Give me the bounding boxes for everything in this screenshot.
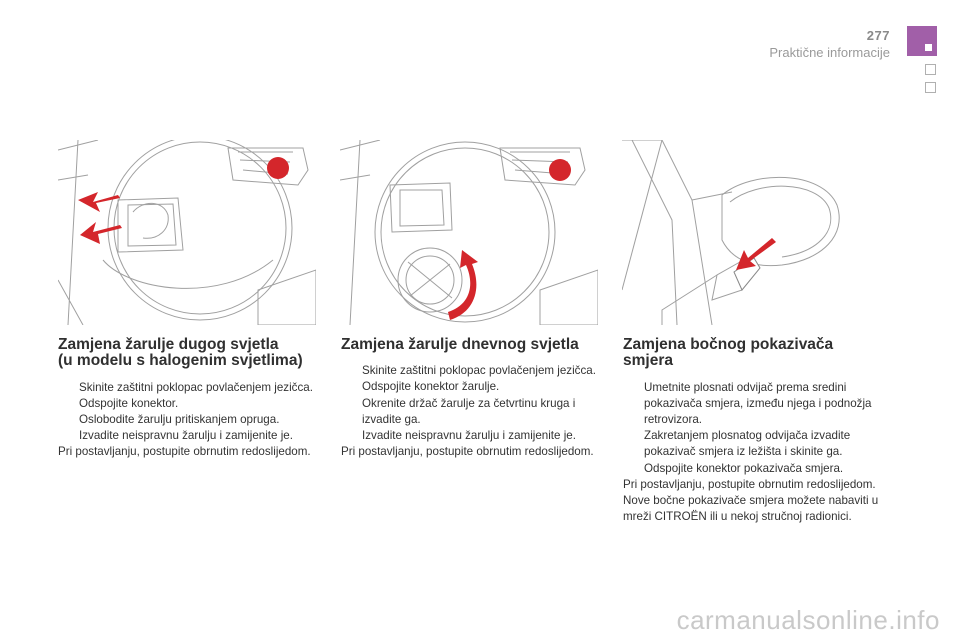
list-item: Odspojite konektor pokazivača smjera. (644, 461, 844, 475)
illustration-daytime-light (340, 140, 598, 325)
note: Pri postavljanju, postupite obrnutim redoslijedom. (58, 445, 311, 459)
watermark: carmanualsonline.info (676, 605, 940, 635)
illustration-side-indicator (622, 140, 882, 325)
list-item: Odspojite konektor žarulje. (362, 380, 500, 394)
column-daytime-light (341, 337, 606, 460)
list-item: Okrenite držač žarulje za četvrtinu kruga i izvadite ga. (362, 396, 576, 426)
note: Pri postavljanju, postupite obrnutim redoslijedom. (623, 477, 876, 491)
list-item: Zakretanjem plosnatog odvijača izvadite pokazivač smjera iz ležišta i skinite ga. (644, 429, 851, 459)
tab-outline-1 (925, 64, 936, 75)
column-title: Zamjena žarulje dugog svjetla (u modelu s halogenim svjetlima) (58, 336, 303, 370)
arrow-left-icon-2 (80, 222, 122, 244)
note: Pri postavljanju, postupite obrnutim redoslijedom. (341, 445, 594, 459)
tab-square-icon (925, 44, 932, 51)
page-number: 277 (866, 28, 890, 43)
column-title: Zamjena žarulje dnevnog svjetla (341, 336, 579, 353)
side-indicator-diagram (622, 140, 882, 325)
high-beam-diagram (58, 140, 316, 325)
list-item: Oslobodite žarulju pritiskanjem opruga. (79, 412, 280, 426)
list-item: Skinite zaštitni poklopac povlačenjem jezičca. (362, 364, 596, 378)
step-list (58, 380, 323, 445)
daytime-light-diagram (340, 140, 598, 325)
red-dot-icon-2 (549, 159, 571, 181)
column-high-beam (58, 337, 323, 461)
column-title: Zamjena bočnog pokazivača smjera (623, 336, 834, 370)
step-list (341, 363, 606, 444)
note: Nove bočne pokazivače smjera možete nabaviti u mreži CITROËN ili u nekoj stručnoj radionici. (623, 493, 879, 524)
tab-outline-2 (925, 82, 936, 93)
step-list (623, 380, 883, 477)
chapter-tab (907, 26, 937, 56)
red-dot-icon (267, 157, 289, 179)
column-side-indicator (623, 337, 883, 525)
list-item: Izvadite neispravnu žarulju i zamijenite je. (79, 429, 293, 443)
illustration-high-beam (58, 140, 316, 325)
list-item: Izvadite neispravnu žarulju i zamijenite je. (362, 429, 576, 443)
rotate-arrow-icon (448, 250, 478, 320)
list-item: Odspojite konektor. (79, 396, 179, 410)
section-title: Praktične informacije (769, 45, 890, 60)
list-item: Skinite zaštitni poklopac povlačenjem jezičca. (79, 380, 313, 394)
list-item: Umetnite plosnati odvijač prema sredini pokazivača smjera, između njega i podnožja retrovizora. (644, 380, 872, 426)
